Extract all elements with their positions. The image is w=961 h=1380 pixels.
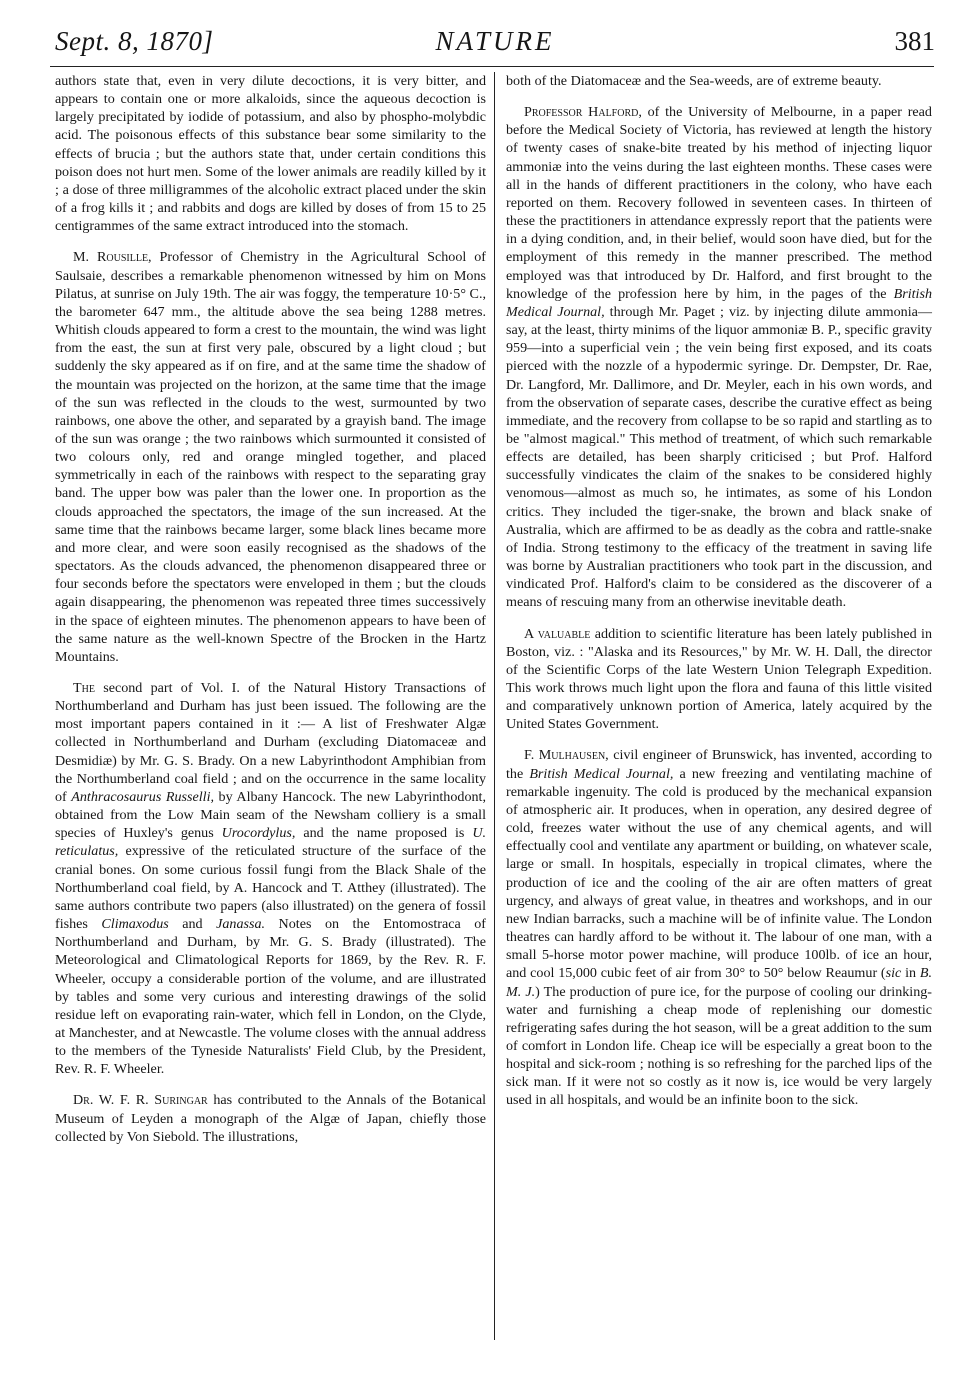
text-segment: both of the Diatomaceæ and the Sea-weeds, are of extreme beauty. — [506, 73, 882, 89]
text-segment: valuable — [537, 625, 591, 642]
text-segment: second part of Vol. I. of the Natural History Transactions of Northumberland and Durham has just been issued. The following are the most important papers contained in it :— A list of Freshwater Algæ collected in Northumberland and Durham (excluding Diatomaceæ and Desmidiæ) by Mr. G. S. Brady. On a new Labyrinthodont Amphibian from the Northumberland coal field ; and on the occurrence in the same locality of — [55, 680, 486, 805]
text-segment: Janassa. — [216, 916, 266, 933]
left-column — [55, 72, 486, 1159]
article-paragraph — [55, 1091, 486, 1145]
text-segment: in — [901, 965, 920, 982]
text-segment: of the University of Melbourne, in a paper read before the Medical Society of Victoria, has reviewed at length the history of twenty cases of snake-bite treated by his method of injecting liquor ammoniæ into the veins during the last eighteen months. These cases were all in the hands of different practitioners in the colony, who have each reported on them. Recovery followed in seventeen cases. In thirteen of these the practitioners in attendance expressly report that the patients were in a dying condition, and, in their belief, would soon have died, but for the employment of this remedy in the manner prescribed. The method employed was that introduced by Dr. Halford, and first brought to the knowledge of the profession here by him, in the pages of the — [506, 104, 932, 302]
journal-title: NATURE — [435, 26, 555, 56]
text-segment: British Medical Journal, — [506, 285, 932, 320]
text-segment: Professor Halford, — [524, 104, 642, 121]
text-segment: Anthracosaurus Russelli, — [71, 788, 215, 805]
text-segment: a new freezing and ventilating machine of remarkable ingenuity. The cold is produced by the mechanical expansion of atmospheric air. It produces, when in operation, any desired degree of cold, freezes water without the use of any chemical agents, and will effectually cool and ventilate any apartment or building, on whatever scale, large or small. In hospitals, especially in tropical climates, where the production of ice and the cooling of the air are often matters of great urgency, and always of great value, in theatres and workshops, and in our new Indian barracks, such a machine will be of infinite value. The London theatres can hardly afford to be without it. The labour of one man, with a small 5-horse motor power machine, will produce 100lb. of ice an hour, and cool 15,000 cubic feet of air from 30° to 50° below Reaumur ( — [506, 765, 933, 982]
header-rule — [50, 66, 934, 67]
text-segment: Mulhausen, — [538, 747, 609, 764]
text-segment: M. — [73, 249, 97, 266]
text-segment: ) The production of pure ice, for the purpose of cooling our drinking-water and furnishing a cheap mode of replenishing our domestic refrigerating safes during the hot season, will be a great addition to the sum of comfort in London life. Cheap ice will be especially a great boon to the hospital and sick-room ; nothing is so refreshing for the parched lips of the sick man. If it were not so costly as it now is, ice would be very largely used in all hospitals, and would be an infinite boon to the sick. — [506, 983, 932, 1109]
text-segment: Notes on the Entomostraca of Northumberland and Durham, by Mr. G. S. Brady (illustrated). The Meteorological and Climatological Reports for 1869, by the Rev. R. F. Wheeler, occupy a considerable portion of the volume, and are illustrated by tables and some very curious and interesting drawings of the solid residue left on evaporating rain-water, which fell in London, on the Clyde, at Manchester, and at Newcastle. The volume closes with the annual address to the members of the Tyneside Naturalists' Field Club, by the President, Rev. R. F. Wheeler. — [55, 916, 486, 1078]
text-segment: F. — [524, 747, 539, 764]
text-segment: A — [524, 625, 538, 642]
text-segment: U. reticulatus, — [55, 825, 487, 860]
text-segment: addition to scientific literature has been lately published in Boston, viz. : "Alaska and its Resources," by Mr. W. H. Dall, the director of the Scientific Corps of the late Western Union Telegraph Expedition. This work throws much light upon the flora and fauna of this little visited and comparatively unknown portion of America, lately acquired by the United States Government. — [506, 625, 932, 733]
text-segment: Climaxodus — [101, 916, 169, 933]
text-segment: Professor of Chemistry in the Agricultural School of Saulsaie, describes a remarkable phenomenon witnessed by him on Mons Pilatus, at sunrise on July 19th. The air was foggy, the temperature 10·5° C., the barometer 647 mm., the altitude above the sea being 1288 metres. Whitish clouds appeared to form a crest to the mountain, the wind was light from the east, the sun at first very pale, obscured by a light cloud ; but suddenly the sky appeared as if on fire, and at the same time the shadow of the mountain was projected on the horizon, at the same time that the image of the sun was reflected in the clouds to the west, surmounted by two rainbows, one above the other, and separated by a grayish band. The image of the sun was orange ; the two rainbows which surmounted it consisted of two colours only, red and orange mingled together, and placed symmetrically in each of the rainbows with respect to the separating gray band. The upper bow was paler than the lower one. In proportion as the clouds approached the spectators, the image of the sun increased. At the same time that the rainbows became larger, some black lines became more and more clear, and were soon easily recognised as the shadows of the spectators. As the clouds advanced, the phenomenon disappeared three or four seconds before the spectators were enveloped in them ; but the clouds again disappearing, the phenomenon was repeated three times successively in the space of eighteen minutes. The phenomenon appears to have been of the same nature as the well-known Spectre of the Brocken in the Hartz Mountains. — [55, 249, 486, 665]
page-number: 381 — [894, 26, 935, 56]
text-segment: Urocordylus, — [221, 825, 296, 842]
text-segment: and the name proposed is — [295, 825, 473, 842]
text-segment: has contributed to the Annals of the Botanical Museum of Leyden a monograph of the Algæ of Japan, chiefly those collected by Von Siebold. The illustrations, — [55, 1092, 486, 1145]
text-segment: authors state that, even in very dilute decoctions, it is very bitter, and appears to contain one or more alkaloids, since the aqueous decoction is largely precipitated by iodide of potassium, and also by phospho-molybdic acid. The poisonous effects of this substance bear some similarity to the effects of brucia ; but the authors state that, under certain conditions this poison does not hurt men. Some of the lower animals are readily killed by it ; a dose of three milligrammes of the alcoholic extract placed under the skin of a frog kills it ; and rabbits and dogs are killed by doses of from 15 to 25 centigrammes of the same extract introduced into the stomach. — [55, 73, 486, 235]
text-segment: through Mr. Paget ; viz. by injecting dilute ammonia—say, at the least, thirty minims of the liquor ammoniæ B. P., specific gravity 959—into a superficial vein ; the vein being first exposed, and its coats pierced with the nozzle of a hypodermic syringe. Dr. Dempster, Dr. Rae, Dr. Langford, Mr. Dallimore, and Dr. Meyler, each in his own words, and from the observation of separate cases, describe the curative effect as being immediate, and the recovery from collapse to be so rapid and startling as to be "almost magical." This method of treatment, of which such remarkable effects are detailed, has been sharply criticised ; but Prof. Halford successfully vindicates the claim of the snakes to be considered highly venomous—almost as much so, he intimates, as some of his London critics. They included the tiger-snake, the brown and black snake of Australia, which are affirmed to be as deadly as the cobra and rattle-snake of India. Strong testimony to the efficacy of the treatment in saving life was borne by Australian practitioners who took part in the discussion, and vindicated Prof. Halford's claim to be considered as the discoverer of a means of rescuing many from an otherwise inevitable death. — [506, 303, 932, 611]
article-paragraph — [506, 625, 932, 734]
text-segment: expressive of the reticulated structure of the surface of the cranial bones. On some curious fossil fungi from the Black Shale of the Northumberland coal field, by A. Hancock and T. Atthey (illustrated). The same authors contribute two papers (also illustrated) on the genera of fossil fishes — [55, 843, 486, 933]
issue-date: Sept. 8, 1870] — [55, 26, 214, 56]
article-paragraph — [55, 679, 486, 1078]
column-divider — [494, 72, 495, 1340]
right-column — [506, 72, 932, 1123]
text-segment: Dr. W. F. R. Suringar — [73, 1092, 208, 1109]
article-paragraph — [506, 103, 932, 611]
text-segment: civil engineer of Brunswick, has invented, according to the — [506, 747, 933, 782]
text-segment: and — [168, 916, 217, 933]
article-paragraph — [55, 72, 486, 235]
text-segment: B. M. J. — [506, 965, 932, 1000]
article-paragraph — [506, 72, 932, 90]
text-segment: British Medical Journal, — [529, 765, 674, 782]
text-segment: The — [73, 680, 95, 696]
page-header — [55, 26, 935, 62]
text-segment: by Albany Hancock. The new Labyrinthodont, obtained from the Low Main seam of the Newsham colliery is a small species of Huxley's genus — [55, 788, 486, 842]
article-paragraph — [506, 746, 932, 1109]
text-segment: sic — [885, 965, 902, 982]
text-segment: Rousille, — [97, 249, 152, 266]
article-paragraph — [55, 248, 486, 666]
